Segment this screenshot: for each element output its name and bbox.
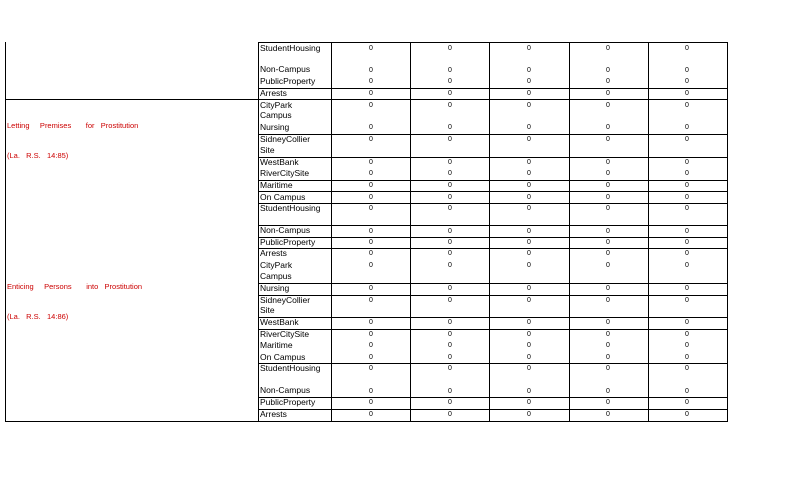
- location-label: PublicProperty: [260, 237, 316, 247]
- count-cell: 0: [369, 411, 373, 418]
- location-label: RiverCitySite: [260, 168, 310, 178]
- count-cell: 0: [685, 124, 689, 131]
- count-cell: 0: [369, 365, 373, 372]
- count-cell: 0: [448, 45, 452, 52]
- count-cell: 0: [606, 228, 610, 235]
- count-cell: 0: [527, 354, 531, 361]
- count-cell: 0: [527, 102, 531, 109]
- count-cell: 0: [448, 331, 452, 338]
- location-label: Non-Campus: [260, 64, 311, 74]
- count-cell: 0: [369, 399, 373, 406]
- count-cell: 0: [527, 411, 531, 418]
- count-cell: 0: [685, 182, 689, 189]
- location-label: Arrests: [260, 88, 287, 98]
- count-cell: 0: [685, 250, 689, 257]
- count-cell: 0: [448, 354, 452, 361]
- location-label: Campus: [260, 271, 292, 281]
- count-cell: 0: [448, 297, 452, 304]
- location-label: SidneyCollier: [260, 134, 311, 144]
- count-cell: 0: [685, 78, 689, 85]
- count-cell: 0: [448, 411, 452, 418]
- location-label: RiverCitySite: [260, 329, 310, 339]
- count-cell: 0: [606, 90, 610, 97]
- count-cell: 0: [527, 319, 531, 326]
- location-label: WestBank: [260, 317, 299, 327]
- count-cell: 0: [685, 342, 689, 349]
- count-cell: 0: [369, 262, 373, 269]
- count-cell: 0: [527, 342, 531, 349]
- count-cell: 0: [527, 182, 531, 189]
- count-cell: 0: [448, 342, 452, 349]
- count-cell: 0: [606, 365, 610, 372]
- count-cell: 0: [685, 399, 689, 406]
- count-cell: 0: [685, 319, 689, 326]
- count-cell: 0: [527, 297, 531, 304]
- count-cell: 0: [448, 90, 452, 97]
- location-label: Site: [260, 305, 275, 315]
- count-cell: 0: [448, 262, 452, 269]
- count-cell: 0: [369, 182, 373, 189]
- grid-line: [5, 99, 728, 100]
- count-cell: 0: [527, 228, 531, 235]
- count-cell: 0: [369, 250, 373, 257]
- location-label: Arrests: [260, 248, 287, 258]
- count-cell: 0: [369, 67, 373, 74]
- count-cell: 0: [369, 331, 373, 338]
- location-label: Campus: [260, 110, 292, 120]
- count-cell: 0: [527, 159, 531, 166]
- count-cell: 0: [606, 297, 610, 304]
- count-cell: 0: [606, 262, 610, 269]
- location-label: Non-Campus: [260, 225, 311, 235]
- location-label: Nursing: [260, 122, 290, 132]
- location-label: StudentHousing: [260, 363, 321, 373]
- count-cell: 0: [527, 239, 531, 246]
- count-cell: 0: [606, 124, 610, 131]
- count-cell: 0: [369, 102, 373, 109]
- count-cell: 0: [685, 90, 689, 97]
- count-cell: 0: [448, 67, 452, 74]
- count-cell: 0: [685, 388, 689, 395]
- count-cell: 0: [369, 342, 373, 349]
- count-cell: 0: [527, 399, 531, 406]
- category-statute: (La. R.S. 14:86): [7, 312, 69, 321]
- count-cell: 0: [685, 136, 689, 143]
- count-cell: 0: [606, 136, 610, 143]
- count-cell: 0: [606, 159, 610, 166]
- count-cell: 0: [448, 205, 452, 212]
- count-cell: 0: [369, 124, 373, 131]
- location-label: PublicProperty: [260, 76, 316, 86]
- count-cell: 0: [448, 136, 452, 143]
- category-label: [7, 262, 142, 342]
- count-cell: 0: [448, 319, 452, 326]
- location-label: PublicProperty: [260, 397, 316, 407]
- count-cell: 0: [685, 285, 689, 292]
- grid-line: [5, 421, 728, 422]
- location-label: CityPark: [260, 260, 293, 270]
- count-cell: 0: [606, 67, 610, 74]
- count-cell: 0: [685, 159, 689, 166]
- count-cell: 0: [369, 319, 373, 326]
- count-cell: 0: [448, 399, 452, 406]
- count-cell: 0: [606, 78, 610, 85]
- count-cell: 0: [527, 250, 531, 257]
- count-cell: 0: [685, 262, 689, 269]
- count-cell: 0: [448, 250, 452, 257]
- location-label: StudentHousing: [260, 43, 321, 53]
- count-cell: 0: [606, 319, 610, 326]
- count-cell: 0: [448, 285, 452, 292]
- count-cell: 0: [369, 388, 373, 395]
- count-cell: 0: [606, 285, 610, 292]
- count-cell: 0: [369, 194, 373, 201]
- count-cell: 0: [527, 365, 531, 372]
- count-cell: 0: [448, 194, 452, 201]
- count-cell: 0: [685, 102, 689, 109]
- count-cell: 0: [606, 102, 610, 109]
- count-cell: 0: [527, 205, 531, 212]
- count-cell: 0: [527, 90, 531, 97]
- count-cell: 0: [685, 45, 689, 52]
- count-cell: 0: [527, 331, 531, 338]
- location-label: Maritime: [260, 180, 293, 190]
- count-cell: 0: [448, 170, 452, 177]
- count-cell: 0: [606, 388, 610, 395]
- count-cell: 0: [527, 170, 531, 177]
- count-cell: 0: [685, 194, 689, 201]
- count-cell: 0: [527, 124, 531, 131]
- count-cell: 0: [685, 354, 689, 361]
- location-label: SidneyCollier: [260, 295, 311, 305]
- count-cell: 0: [685, 297, 689, 304]
- count-cell: 0: [527, 285, 531, 292]
- count-cell: 0: [685, 67, 689, 74]
- count-cell: 0: [606, 45, 610, 52]
- count-cell: 0: [685, 170, 689, 177]
- count-cell: 0: [527, 45, 531, 52]
- count-cell: 0: [606, 205, 610, 212]
- category-statute: (La. R.S. 14:85): [7, 151, 69, 160]
- location-label: On Campus: [260, 352, 306, 362]
- count-cell: 0: [527, 78, 531, 85]
- count-cell: 0: [448, 388, 452, 395]
- count-cell: 0: [606, 250, 610, 257]
- count-cell: 0: [685, 228, 689, 235]
- location-label: Non-Campus: [260, 385, 311, 395]
- count-cell: 0: [527, 194, 531, 201]
- count-cell: 0: [685, 365, 689, 372]
- category-title: Enticing Persons into Prostitution: [7, 282, 143, 291]
- count-cell: 0: [685, 411, 689, 418]
- location-label: StudentHousing: [260, 203, 321, 213]
- location-label: Site: [260, 145, 275, 155]
- count-cell: 0: [448, 182, 452, 189]
- location-label: Arrests: [260, 409, 287, 419]
- count-cell: 0: [448, 239, 452, 246]
- count-cell: 0: [606, 331, 610, 338]
- count-cell: 0: [685, 239, 689, 246]
- count-cell: 0: [685, 205, 689, 212]
- count-cell: 0: [369, 297, 373, 304]
- count-cell: 0: [369, 78, 373, 85]
- count-cell: 0: [369, 90, 373, 97]
- count-cell: 0: [606, 411, 610, 418]
- count-cell: 0: [606, 194, 610, 201]
- count-cell: 0: [369, 285, 373, 292]
- count-cell: 0: [448, 124, 452, 131]
- count-cell: 0: [369, 170, 373, 177]
- count-cell: 0: [369, 136, 373, 143]
- count-cell: 0: [606, 170, 610, 177]
- count-cell: 0: [369, 205, 373, 212]
- location-label: Maritime: [260, 340, 293, 350]
- count-cell: 0: [448, 78, 452, 85]
- category-title: Letting Premises for Prostitution: [7, 121, 139, 130]
- location-label: CityPark: [260, 100, 293, 110]
- count-cell: 0: [606, 182, 610, 189]
- count-cell: 0: [527, 388, 531, 395]
- count-cell: 0: [369, 228, 373, 235]
- count-cell: 0: [527, 136, 531, 143]
- count-cell: 0: [606, 342, 610, 349]
- count-cell: 0: [527, 67, 531, 74]
- count-cell: 0: [369, 354, 373, 361]
- count-cell: 0: [369, 45, 373, 52]
- count-cell: 0: [448, 365, 452, 372]
- count-cell: 0: [606, 239, 610, 246]
- count-cell: 0: [448, 228, 452, 235]
- category-label: [7, 101, 138, 181]
- count-cell: 0: [527, 262, 531, 269]
- location-label: WestBank: [260, 157, 299, 167]
- count-cell: 0: [685, 331, 689, 338]
- count-cell: 0: [606, 354, 610, 361]
- location-label: On Campus: [260, 192, 306, 202]
- count-cell: 0: [448, 159, 452, 166]
- count-cell: 0: [369, 159, 373, 166]
- location-label: Nursing: [260, 283, 290, 293]
- count-cell: 0: [448, 102, 452, 109]
- count-cell: 0: [606, 399, 610, 406]
- count-cell: 0: [369, 239, 373, 246]
